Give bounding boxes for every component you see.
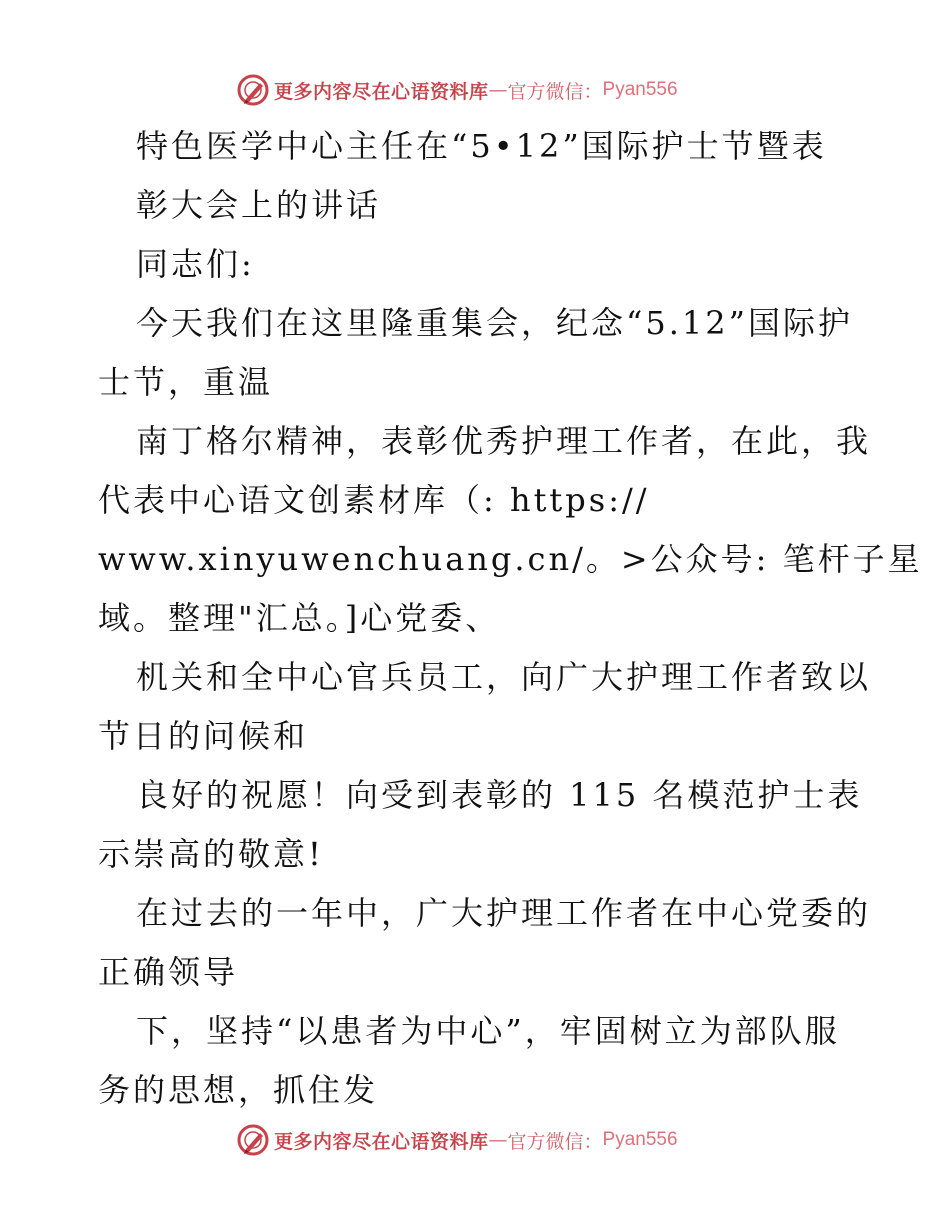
doc-text-line: 南丁格尔精神，表彰优秀护理工作者，在此，我 [136, 422, 872, 460]
doc-text-line: 示崇高的敬意! [98, 835, 324, 873]
doc-text-line: 代表中心语文创素材库（: https:// [98, 481, 650, 519]
doc-title-line: 彰大会上的讲话 [136, 186, 382, 224]
doc-text-line: 节日的问候和 [98, 717, 309, 755]
doc-text-line: www.xinyuwenchuang.cn/。>公众号: 笔杆子星 [98, 540, 923, 578]
banner-dash: — [488, 79, 508, 101]
doc-text-line: 良好的祝愿！向受到表彰的 115 名模范护士表 [136, 776, 863, 814]
doc-text-line: 正确领导 [98, 953, 239, 991]
pen-logo-icon [236, 73, 270, 107]
doc-text-line: 域。整理"汇总。]心党委、 [98, 599, 501, 637]
doc-text-line: 务的思想，抓住发 [98, 1071, 379, 1109]
doc-text-line: 士节，重温 [98, 363, 274, 401]
pen-logo-icon [236, 1123, 270, 1157]
banner-ad-text: 更多内容尽在心语资料库 [274, 1130, 489, 1153]
banner-wechat-id: Pyan556 [602, 79, 678, 100]
doc-title-line: 特色医学中心主任在“5•12”国际护士节暨表 [136, 127, 827, 165]
banner-wechat-label: 官方微信： [507, 1130, 603, 1153]
banner-dash: — [488, 1129, 508, 1151]
doc-text-line: 在过去的一年中，广大护理工作者在中心党委的 [136, 894, 872, 932]
footer-banner [236, 1122, 678, 1158]
doc-text-line: 今天我们在这里隆重集会，纪念“5.12”国际护 [136, 304, 853, 342]
banner-wechat-label: 官方微信： [507, 80, 603, 103]
banner-wechat-id: Pyan556 [602, 1129, 678, 1150]
doc-text-line: 机关和全中心官兵员工，向广大护理工作者致以 [136, 658, 872, 696]
header-banner [236, 72, 678, 108]
doc-text-line: 下，坚持“以患者为中心”，牢固树立为部队服 [136, 1012, 840, 1050]
doc-salutation: 同志们: [136, 245, 255, 283]
banner-ad-text: 更多内容尽在心语资料库 [274, 80, 489, 103]
